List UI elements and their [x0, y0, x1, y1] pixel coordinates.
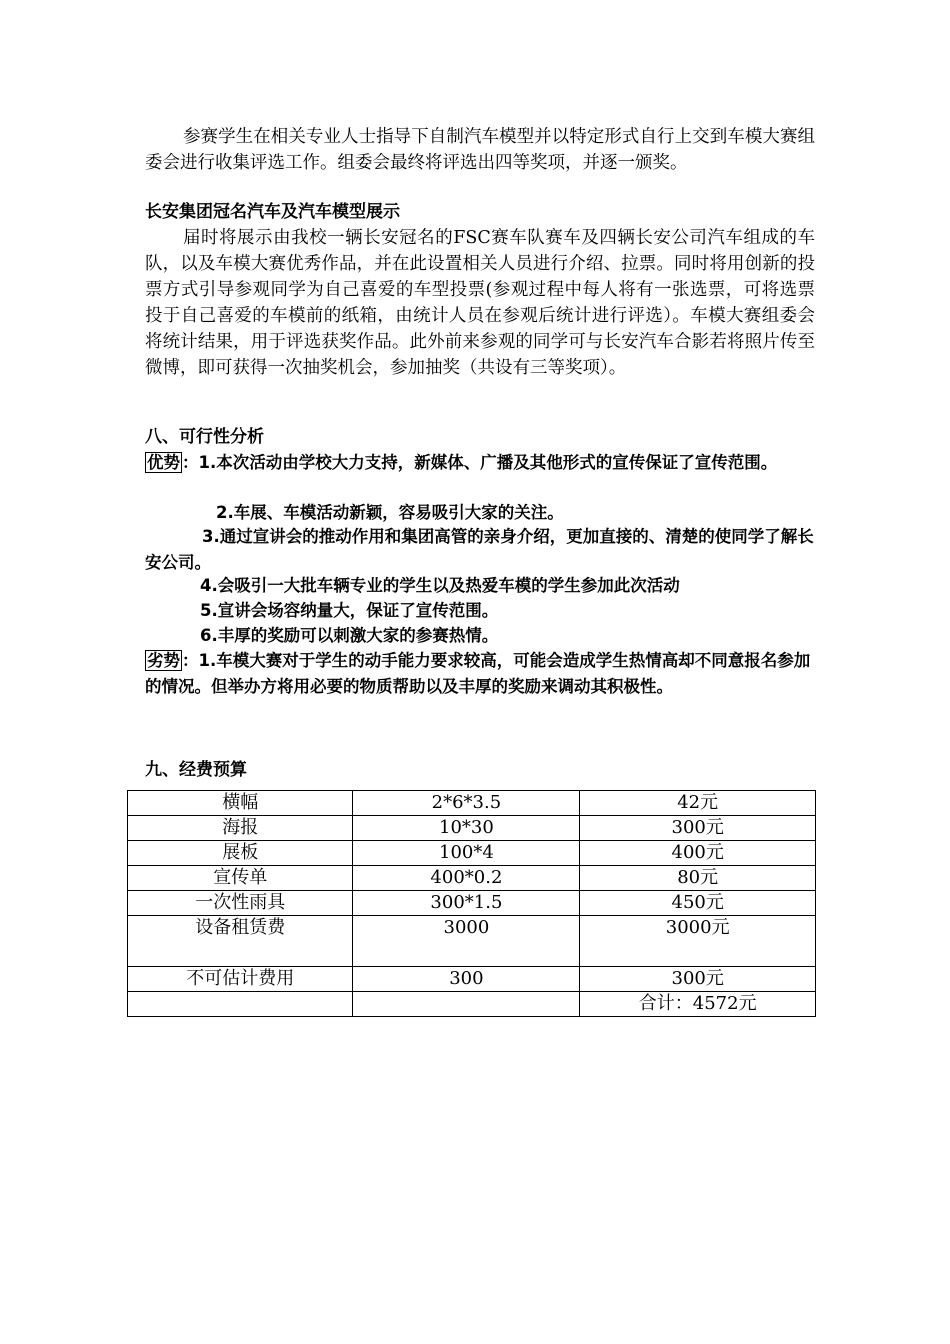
budget-quantity: 400*0.2: [353, 866, 580, 891]
table-row: [128, 841, 816, 866]
budget-item: 海报: [128, 816, 353, 841]
disadvantages-text: ：1.车模大赛对于学生的动手能力要求较高，可能会造成学生热情高却不同意报名参加的情况。但举办方将用必要的物质帮助以及丰厚的奖励来调动其积极性。: [145, 651, 811, 696]
advantages-item-4: 4.会吸引一大批车辆专业的学生以及热爱车模的学生参加此次活动: [200, 576, 680, 595]
table-row: [128, 967, 816, 992]
budget-item: 一次性雨具: [128, 891, 353, 916]
feasibility-heading: 八、可行性分析: [145, 427, 264, 447]
budget-quantity: [353, 992, 580, 1017]
advantages-item-3: 3.通过宣讲会的推动作用和集团高管的亲身介绍，更加直接的、清楚的使同学了解长安公司。: [145, 527, 814, 572]
advantages-label: 优势: [147, 453, 180, 472]
advantages-item-6: 6.丰厚的奖励可以刺激大家的参赛热情。: [200, 626, 499, 645]
budget-item: 展板: [128, 841, 353, 866]
advantages-first-item: [145, 450, 815, 476]
budget-quantity: 10*30: [353, 816, 580, 841]
table-row: [128, 791, 816, 816]
budget-item: 不可估计费用: [128, 967, 353, 992]
advantages-item-5: 5.宣讲会场容纳量大，保证了宣传范围。: [200, 601, 499, 620]
budget-quantity: 300: [353, 967, 580, 992]
disadvantages-item: [145, 648, 815, 700]
budget-cost: 42元: [580, 791, 816, 816]
budget-item: 横幅: [128, 791, 353, 816]
intro-paragraph: 参赛学生在相关专业人士指导下自制汽车模型并以特定形式自行上交到车模大赛组委会进行收集评选工作。组委会最终将评选出四等奖项，并逐一颁奖。: [145, 127, 815, 173]
budget-cost: 80元: [580, 866, 816, 891]
budget-total: 合计：4572元: [580, 992, 816, 1017]
table-row: [128, 992, 816, 1017]
table-row: [128, 916, 816, 967]
budget-cost: 400元: [580, 841, 816, 866]
budget-quantity: 300*1.5: [353, 891, 580, 916]
budget-quantity: 3000: [353, 916, 580, 967]
budget-cost: 300元: [580, 816, 816, 841]
disadvantages-label: 劣势: [147, 651, 180, 670]
exhibition-paragraph: 届时将展示由我校一辆长安冠名的FSC赛车队赛车及四辆长安公司汽车组成的车队，以及车模大赛优秀作品，并在此设置相关人员进行介绍、拉票。同时将用创新的投票方式引导参观同学为自己喜爱的车型投票(参观过程中每人将有一张选票，可将选票投于自己喜爱的车模前的纸箱，由统计人员在参观后统计进行评选）。车模大赛组委会将统计结果，用于评选获奖作品。此外前来参观的同学可与长安汽车合影若将照片传至微博，即可获得一次抽奖机会，参加抽奖（共设有三等奖项）。: [145, 228, 815, 378]
budget-quantity: 2*6*3.5: [353, 791, 580, 816]
budget-heading: 九、经费预算: [145, 760, 247, 780]
budget-table: [127, 790, 816, 1017]
budget-item: 设备租赁费: [128, 916, 353, 967]
table-row: [128, 816, 816, 841]
budget-cost: 3000元: [580, 916, 816, 967]
exhibition-heading: 长安集团冠名汽车及汽车模型展示: [145, 202, 400, 222]
advantages-item-1: ：1.本次活动由学校大力支持，新媒体、广播及其他形式的宣传保证了宣传范围。: [182, 453, 778, 472]
budget-cost: 300元: [580, 967, 816, 992]
budget-item: 宣传单: [128, 866, 353, 891]
table-row: [128, 866, 816, 891]
budget-quantity: 100*4: [353, 841, 580, 866]
table-row: [128, 891, 816, 916]
advantages-item-2: 2.车展、车模活动新颖，容易吸引大家的关注。: [216, 503, 564, 522]
budget-cost: 450元: [580, 891, 816, 916]
budget-item: [128, 992, 353, 1017]
